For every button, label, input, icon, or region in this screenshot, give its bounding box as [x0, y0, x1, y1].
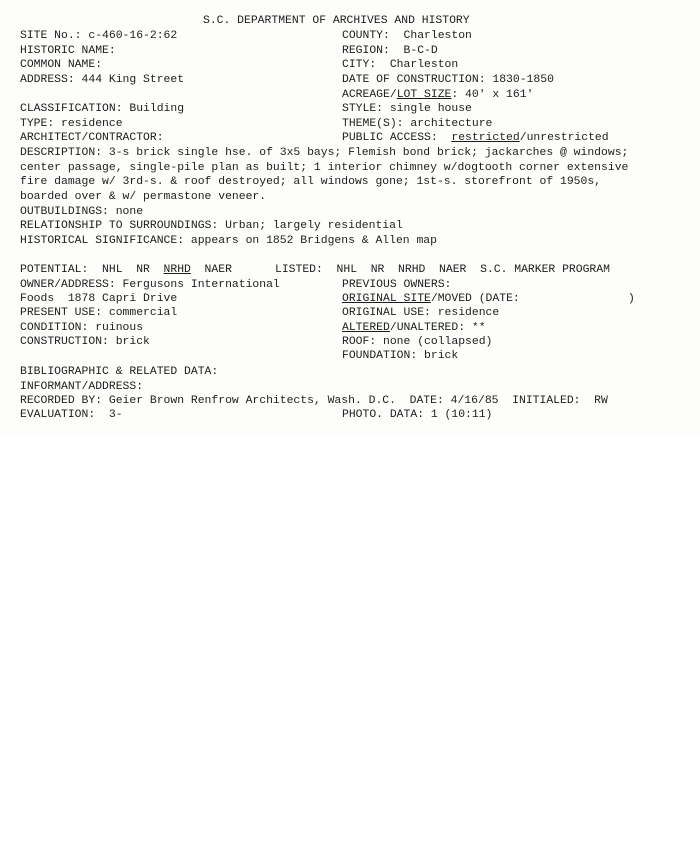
- moved-date: /MOVED (DATE:: [430, 293, 520, 305]
- site-number: SITE No.: c-460-16-2:62: [20, 30, 178, 42]
- type: TYPE: residence: [20, 118, 123, 130]
- construction: CONSTRUCTION: brick: [20, 336, 150, 348]
- architect-contractor: ARCHITECT/CONTRACTOR:: [20, 132, 164, 144]
- condition: CONDITION: ruinous: [20, 322, 144, 334]
- public-access-label: PUBLIC ACCESS:: [342, 132, 452, 144]
- potential-nrhd: NRHD: [163, 264, 191, 276]
- style: STYLE: single house: [342, 103, 472, 115]
- date-of-construction: DATE OF CONSTRUCTION: 1830-1850: [342, 74, 554, 86]
- potential-label: POTENTIAL: NHL NR: [20, 264, 164, 276]
- description-line: boarded over & w/ permastone veneer.: [20, 191, 267, 203]
- public-access-unrestricted: /unrestricted: [519, 132, 609, 144]
- potential: [20, 263, 232, 277]
- potential-naer: NAER: [190, 264, 232, 276]
- relationship-to-surroundings: RELATIONSHIP TO SURROUNDINGS: Urban; largely residential: [20, 220, 403, 232]
- classification: CLASSIFICATION: Building: [20, 103, 185, 115]
- foundation: FOUNDATION: brick: [342, 350, 459, 362]
- historic-name: HISTORIC NAME:: [20, 45, 116, 57]
- owner-address: OWNER/ADDRESS: Fergusons International: [20, 279, 280, 291]
- previous-owners: PREVIOUS OWNERS:: [342, 279, 452, 291]
- acreage-prefix: ACREAGE/: [342, 89, 397, 101]
- region: REGION: B-C-D: [342, 45, 438, 57]
- original-use: ORIGINAL USE: residence: [342, 307, 500, 319]
- description-line: center passage, single-pile plan as built; 1 interior chimney w/dogtooth corner extensive: [20, 162, 629, 174]
- recorded-by: RECORDED BY: Geier Brown Renfrow Architects, Wash. D.C. DATE: 4/16/85 INITIALED: RW: [20, 395, 608, 407]
- original-site-underlined: ORIGINAL SITE: [342, 293, 431, 305]
- unaltered: /UNALTERED: **: [389, 322, 486, 334]
- lot-size-underlined: LOT SIZE: [396, 89, 452, 101]
- bibliographic-data: BIBLIOGRAPHIC & RELATED DATA:: [20, 366, 219, 378]
- city: CITY: Charleston: [342, 59, 459, 71]
- altered-underlined: ALTERED: [342, 322, 390, 334]
- informant-address: INFORMANT/ADDRESS:: [20, 381, 144, 393]
- acreage-value: : 40' x 161': [451, 89, 534, 101]
- present-use: PRESENT USE: commercial: [20, 307, 178, 319]
- listed: LISTED: NHL NR NRHD NAER S.C. MARKER PROGRAM: [275, 264, 610, 276]
- original-site-moved: [342, 292, 520, 306]
- acreage-lot-size: [342, 88, 533, 102]
- common-name: COMMON NAME:: [20, 59, 103, 71]
- county: COUNTY: Charleston: [342, 30, 472, 42]
- page-title: S.C. DEPARTMENT OF ARCHIVES AND HISTORY: [203, 15, 470, 27]
- roof: ROOF: none (collapsed): [342, 336, 493, 348]
- altered-unaltered: [342, 321, 486, 335]
- outbuildings: OUTBUILDINGS: none: [20, 206, 144, 218]
- themes: THEME(S): architecture: [342, 118, 493, 130]
- owner-address-continued: Foods 1878 Capri Drive: [20, 293, 178, 305]
- photo-data: PHOTO. DATA: 1 (10:11): [342, 409, 493, 421]
- historical-significance: HISTORICAL SIGNIFICANCE: appears on 1852 Bridgens & Allen map: [20, 235, 437, 247]
- public-access-restricted: restricted: [451, 132, 520, 144]
- description-line: DESCRIPTION: 3-s brick single hse. of 3x5 bays; Flemish bond brick; jackarches @ windows;: [20, 147, 629, 159]
- evaluation: EVALUATION: 3-: [20, 409, 123, 421]
- description-line: fire damage w/ 3rd-s. & roof destroyed; all windows gone; 1st-s. storefront of 1950s,: [20, 176, 602, 188]
- moved-date-close: ): [628, 293, 635, 305]
- address: ADDRESS: 444 King Street: [20, 74, 185, 86]
- public-access: [342, 131, 609, 145]
